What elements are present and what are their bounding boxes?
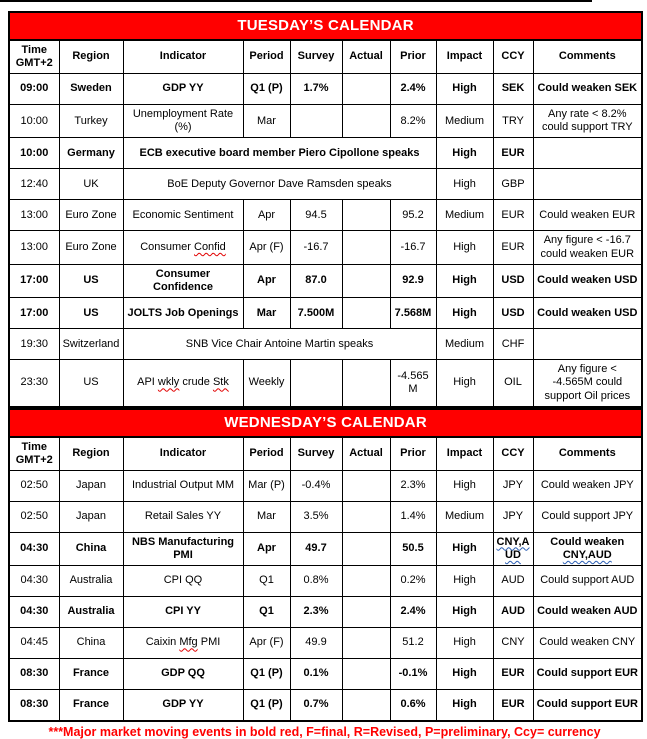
cell-region: France	[59, 659, 123, 690]
cell-prior: 8.2%	[390, 105, 436, 138]
cell-comments: Could support AUD	[533, 566, 642, 597]
cell-period: Apr	[243, 264, 290, 297]
text-segment: Consumer	[140, 240, 194, 253]
column-header-survey: Survey	[290, 437, 342, 471]
cell-impact: High	[436, 628, 493, 659]
cell-indicator: Economic Sentiment	[123, 200, 243, 231]
cell-region: Euro Zone	[59, 231, 123, 264]
cell-time: 04:30	[9, 532, 59, 565]
column-header-time: Time GMT+2	[9, 437, 59, 471]
squiggle-red-text: Mfg	[179, 636, 198, 649]
squiggle-red-text: Confid	[194, 240, 226, 253]
cell-period: Apr (F)	[243, 628, 290, 659]
cell-comments: Could support JPY	[533, 501, 642, 532]
cell-ccy: OIL	[493, 360, 533, 407]
cell-impact: High	[436, 360, 493, 407]
cell-period: Weekly	[243, 360, 290, 407]
tuesday-banner-title: TUESDAY’S CALENDAR	[9, 12, 642, 40]
cell-survey	[290, 360, 342, 407]
cell-prior: 92.9	[390, 264, 436, 297]
cell-time: 17:00	[9, 298, 59, 329]
cell-indicator: GDP YY	[123, 690, 243, 722]
cell-impact: High	[436, 74, 493, 105]
column-header-comments: Comments	[533, 437, 642, 471]
column-header-impact: Impact	[436, 40, 493, 74]
cell-indicator: CPI QQ	[123, 566, 243, 597]
column-header-time: Time GMT+2	[9, 40, 59, 74]
cell-impact: High	[436, 169, 493, 200]
cell-impact: High	[436, 138, 493, 169]
cell-ccy: JPY	[493, 501, 533, 532]
event-row-speech	[9, 169, 642, 200]
cell-time: 08:30	[9, 659, 59, 690]
cell-indicator: NBS Manufacturing PMI	[123, 532, 243, 565]
cell-impact: High	[436, 659, 493, 690]
column-header-survey: Survey	[290, 40, 342, 74]
column-header-period: Period	[243, 437, 290, 471]
tuesday-calendar-table	[8, 11, 643, 408]
event-row	[9, 264, 642, 297]
column-header-region: Region	[59, 437, 123, 471]
cell-comments: Could weaken EUR	[533, 200, 642, 231]
event-row	[9, 298, 642, 329]
cell-time: 09:00	[9, 74, 59, 105]
cell-prior: 2.4%	[390, 597, 436, 628]
cell-impact: Medium	[436, 105, 493, 138]
cell-comments: Any rate < 8.2% could support TRY	[533, 105, 642, 138]
cell-prior: -4.565M	[390, 360, 436, 407]
cell-survey: 7.500M	[290, 298, 342, 329]
event-row-speech	[9, 138, 642, 169]
squiggle-red-text: wkly	[157, 376, 180, 389]
cell-survey: 94.5	[290, 200, 342, 231]
cell-prior: 7.568M	[390, 298, 436, 329]
cell-indicator	[123, 231, 243, 264]
cell-prior: 51.2	[390, 628, 436, 659]
event-row-speech	[9, 329, 642, 360]
cell-actual	[342, 105, 390, 138]
cell-comments: Could weaken USD	[533, 264, 642, 297]
squiggle-blue-text: CNY,AUD	[496, 535, 530, 561]
cell-prior: -16.7	[390, 231, 436, 264]
cell-time: 04:30	[9, 566, 59, 597]
cell-ccy: AUD	[493, 566, 533, 597]
cell-span_text: BoE Deputy Governor Dave Ramsden speaks	[123, 169, 436, 200]
cell-impact: Medium	[436, 200, 493, 231]
cell-ccy: SEK	[493, 74, 533, 105]
cell-ccy: EUR	[493, 231, 533, 264]
cell-prior: 95.2	[390, 200, 436, 231]
tuesday-banner-row	[9, 12, 642, 40]
column-header-prior: Prior	[390, 40, 436, 74]
cell-region: Sweden	[59, 74, 123, 105]
cell-ccy: TRY	[493, 105, 533, 138]
cell-impact: High	[436, 532, 493, 565]
cell-comments: Could weaken CNY	[533, 628, 642, 659]
cell-comments	[533, 138, 642, 169]
column-header-indicator: Indicator	[123, 437, 243, 471]
event-row	[9, 532, 642, 565]
event-row	[9, 690, 642, 722]
cell-period: Mar	[243, 298, 290, 329]
wednesday-banner-title: WEDNESDAY’S CALENDAR	[9, 409, 642, 437]
cell-comments: Any figure < -4.565M could support Oil prices	[533, 360, 642, 407]
cell-period: Mar	[243, 105, 290, 138]
cell-indicator: Retail Sales YY	[123, 501, 243, 532]
cell-time: 19:30	[9, 329, 59, 360]
cell-period: Q1 (P)	[243, 659, 290, 690]
event-row	[9, 470, 642, 501]
cell-region: China	[59, 628, 123, 659]
cell-survey	[290, 105, 342, 138]
cell-ccy: CNY	[493, 628, 533, 659]
text-segment: crude	[179, 376, 213, 389]
cell-time: 13:00	[9, 231, 59, 264]
cell-comments	[533, 532, 642, 565]
cell-ccy: EUR	[493, 659, 533, 690]
wednesday-banner-row	[9, 409, 642, 437]
cell-region: UK	[59, 169, 123, 200]
cell-time: 10:00	[9, 105, 59, 138]
cell-comments: Any figure < -16.7 could weaken EUR	[533, 231, 642, 264]
cell-actual	[342, 532, 390, 565]
event-row	[9, 628, 642, 659]
cell-survey: 1.7%	[290, 74, 342, 105]
cell-period: Apr (F)	[243, 231, 290, 264]
column-header-region: Region	[59, 40, 123, 74]
cell-period: Apr	[243, 200, 290, 231]
cell-impact: Medium	[436, 501, 493, 532]
cell-region: Germany	[59, 138, 123, 169]
tuesday-column-header-row	[9, 40, 642, 74]
cell-time: 02:50	[9, 470, 59, 501]
cell-ccy: GBP	[493, 169, 533, 200]
cell-comments: Could weaken SEK	[533, 74, 642, 105]
cell-indicator	[123, 360, 243, 407]
event-row	[9, 200, 642, 231]
cell-actual	[342, 74, 390, 105]
cell-survey: 0.1%	[290, 659, 342, 690]
cell-indicator: Consumer Confidence	[123, 264, 243, 297]
cell-period: Q1	[243, 597, 290, 628]
cell-prior: 0.2%	[390, 566, 436, 597]
cell-time: 12:40	[9, 169, 59, 200]
column-header-ccy: CCY	[493, 437, 533, 471]
cell-comments: Could weaken JPY	[533, 470, 642, 501]
cell-region: Turkey	[59, 105, 123, 138]
cell-ccy: JPY	[493, 470, 533, 501]
cell-indicator: JOLTS Job Openings	[123, 298, 243, 329]
wednesday-calendar-table	[8, 408, 643, 722]
squiggle-red-text: Stk	[212, 376, 229, 389]
cell-survey: 0.8%	[290, 566, 342, 597]
cell-time: 04:30	[9, 597, 59, 628]
cell-period: Mar (P)	[243, 470, 290, 501]
cell-period: Q1 (P)	[243, 690, 290, 722]
event-row	[9, 501, 642, 532]
cell-actual	[342, 628, 390, 659]
cell-actual	[342, 470, 390, 501]
cell-impact: High	[436, 597, 493, 628]
event-row	[9, 74, 642, 105]
cell-comments: Could weaken AUD	[533, 597, 642, 628]
cell-comments: Could weaken USD	[533, 298, 642, 329]
cell-prior: -0.1%	[390, 659, 436, 690]
cell-region: France	[59, 690, 123, 722]
cell-indicator: GDP QQ	[123, 659, 243, 690]
event-row	[9, 105, 642, 138]
cell-span_text: ECB executive board member Piero Cipollone speaks	[123, 138, 436, 169]
cell-indicator	[123, 628, 243, 659]
column-header-actual: Actual	[342, 437, 390, 471]
cell-region: Japan	[59, 501, 123, 532]
wednesday-column-header-row	[9, 437, 642, 471]
column-header-ccy: CCY	[493, 40, 533, 74]
cell-period: Q1	[243, 566, 290, 597]
event-row	[9, 597, 642, 628]
cell-actual	[342, 566, 390, 597]
column-header-prior: Prior	[390, 437, 436, 471]
cell-survey: 0.7%	[290, 690, 342, 722]
cell-time: 04:45	[9, 628, 59, 659]
footnote: ***Major market moving events in bold red, F=final, R=Revised, P=preliminary, Ccy= currency	[48, 725, 601, 739]
cell-prior: 2.4%	[390, 74, 436, 105]
cell-prior: 0.6%	[390, 690, 436, 722]
cell-indicator: Industrial Output MM	[123, 470, 243, 501]
cell-comments: Could support EUR	[533, 690, 642, 722]
cell-survey: 3.5%	[290, 501, 342, 532]
text-segment: Could weaken	[550, 535, 625, 548]
cell-impact: High	[436, 298, 493, 329]
cell-survey: 49.9	[290, 628, 342, 659]
cell-impact: High	[436, 231, 493, 264]
column-header-actual: Actual	[342, 40, 390, 74]
text-segment: Caixin	[145, 636, 180, 649]
cell-ccy: USD	[493, 298, 533, 329]
cell-region: Switzerland	[59, 329, 123, 360]
cell-survey: 49.7	[290, 532, 342, 565]
cell-region: US	[59, 360, 123, 407]
cell-prior: 50.5	[390, 532, 436, 565]
cell-region: Australia	[59, 566, 123, 597]
cell-ccy	[493, 532, 533, 565]
cell-time: 10:00	[9, 138, 59, 169]
cell-indicator: Unemployment Rate (%)	[123, 105, 243, 138]
cell-comments	[533, 329, 642, 360]
text-segment: PMI	[197, 636, 221, 649]
cell-time: 13:00	[9, 200, 59, 231]
top-divider	[0, 0, 592, 2]
cell-region: Australia	[59, 597, 123, 628]
cell-time: 02:50	[9, 501, 59, 532]
cell-region: Euro Zone	[59, 200, 123, 231]
cell-period: Q1 (P)	[243, 74, 290, 105]
cell-comments	[533, 169, 642, 200]
cell-prior: 1.4%	[390, 501, 436, 532]
cell-impact: High	[436, 690, 493, 722]
cell-ccy: AUD	[493, 597, 533, 628]
cell-time: 23:30	[9, 360, 59, 407]
cell-impact: High	[436, 470, 493, 501]
column-header-indicator: Indicator	[123, 40, 243, 74]
cell-period: Mar	[243, 501, 290, 532]
event-row	[9, 566, 642, 597]
cell-impact: High	[436, 264, 493, 297]
cell-period: Apr	[243, 532, 290, 565]
squiggle-blue-text: CNY,AUD	[562, 548, 612, 561]
cell-impact: Medium	[436, 329, 493, 360]
cell-region: US	[59, 264, 123, 297]
cell-actual	[342, 690, 390, 722]
cell-comments: Could support EUR	[533, 659, 642, 690]
cell-survey: -0.4%	[290, 470, 342, 501]
cell-indicator: GDP YY	[123, 74, 243, 105]
cell-actual	[342, 298, 390, 329]
cell-actual	[342, 501, 390, 532]
cell-ccy: EUR	[493, 200, 533, 231]
cell-survey: 87.0	[290, 264, 342, 297]
text-segment: API	[137, 376, 158, 389]
cell-ccy: EUR	[493, 138, 533, 169]
cell-survey: 2.3%	[290, 597, 342, 628]
cell-actual	[342, 597, 390, 628]
column-header-period: Period	[243, 40, 290, 74]
cell-impact: High	[436, 566, 493, 597]
cell-actual	[342, 264, 390, 297]
cell-actual	[342, 360, 390, 407]
cell-actual	[342, 231, 390, 264]
event-row	[9, 231, 642, 264]
cell-ccy: CHF	[493, 329, 533, 360]
cell-actual	[342, 659, 390, 690]
cell-indicator: CPI YY	[123, 597, 243, 628]
cell-ccy: EUR	[493, 690, 533, 722]
cell-survey: -16.7	[290, 231, 342, 264]
cell-span_text: SNB Vice Chair Antoine Martin speaks	[123, 329, 436, 360]
cell-ccy: USD	[493, 264, 533, 297]
cell-region: Japan	[59, 470, 123, 501]
cell-region: US	[59, 298, 123, 329]
event-row	[9, 360, 642, 407]
cell-time: 08:30	[9, 690, 59, 722]
event-row	[9, 659, 642, 690]
wednesday-event-rows	[9, 470, 642, 721]
cell-prior: 2.3%	[390, 470, 436, 501]
column-header-comments: Comments	[533, 40, 642, 74]
tuesday-event-rows	[9, 74, 642, 407]
cell-actual	[342, 200, 390, 231]
cell-time: 17:00	[9, 264, 59, 297]
cell-region: China	[59, 532, 123, 565]
column-header-impact: Impact	[436, 437, 493, 471]
